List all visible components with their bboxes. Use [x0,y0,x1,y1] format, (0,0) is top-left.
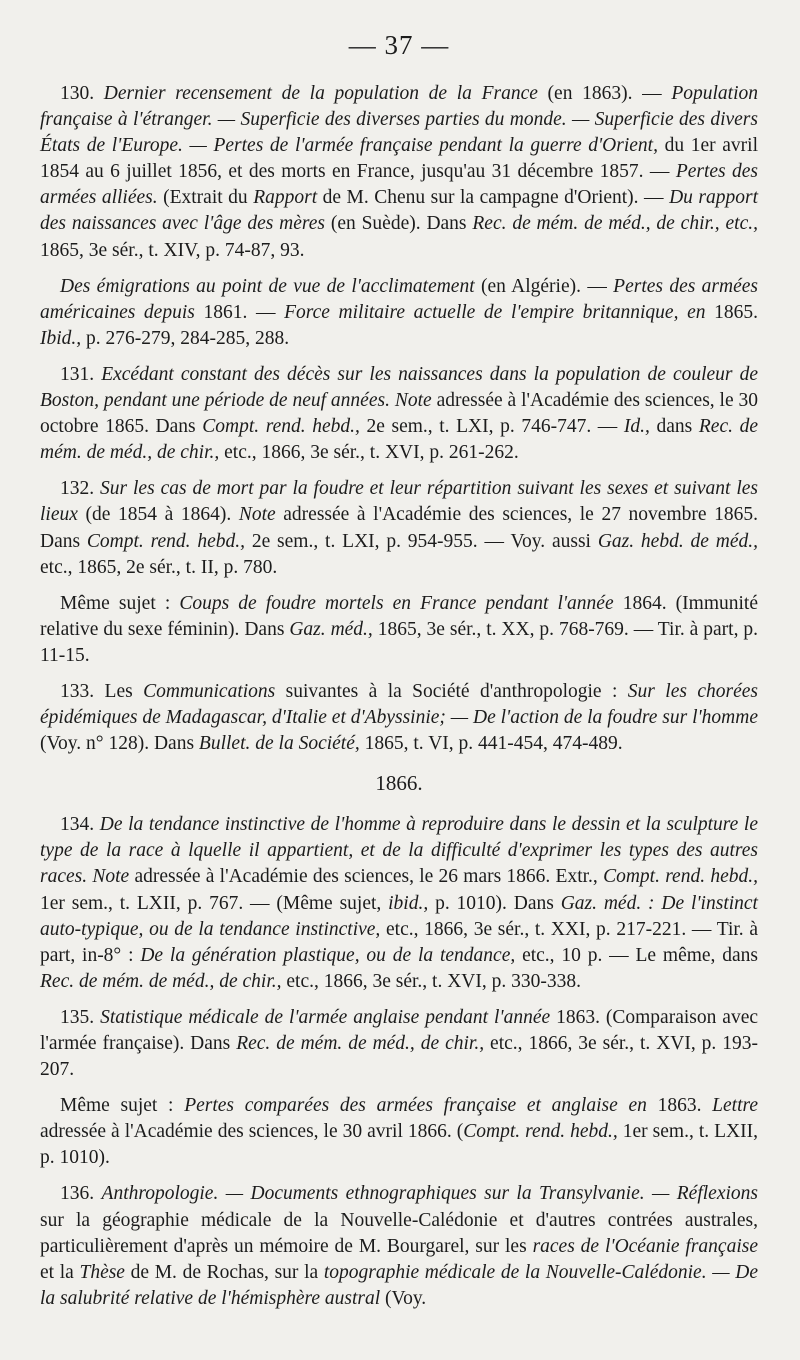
text-segment: sur la géographie médicale de la Nouvelle-Calédonie et d'autres contrées australes, particulièrement d'après un mémoire de M. Bourgarel, sur les [40,1209,758,1257]
text-segment: (Voy. [380,1287,427,1309]
italic-segment: Compt. rend. hebd., [603,866,758,888]
italic-segment: Bullet. de la Société, [198,733,360,755]
text-segment: etc., 1866, 3e sér., t. XVI, p. 261-262. [219,442,519,464]
text-segment: 135. [60,1006,101,1028]
text-segment: (en 1863). — [537,83,672,104]
text-segment: (de 1854 à 1864). [77,504,239,526]
entry-135-continued [40,1093,758,1171]
bibliography-entries [40,81,758,757]
text-segment: 131. [60,363,102,385]
italic-segment: Sur les chorées épidémiques de Madagascar, d'Italie et d'Abyssinie; — De l'action de la foudre sur l'homme [40,680,758,729]
italic-segment: Compt. rend. hebd., [202,416,360,438]
text-segment: p. 276-279, 284-285, 288. [81,327,290,349]
entry-134 [40,812,758,995]
italic-segment: Compt. rend. hebd., [463,1121,618,1143]
text-segment: etc., 1865, 2e sér., t. II, p. 780. [40,556,278,578]
text-segment: 1863. (Comparaison avec l'armée française). Dans [40,1006,758,1054]
text-segment: adressée à l'Académie des sciences, le 30 avril 1866. ( [40,1121,464,1143]
text-segment: etc., 1866, 3e sér., t. XVI, p. 330-338. [281,970,581,992]
text-segment: suivantes à la Société d'anthropologie : [275,680,628,702]
italic-segment: Note [394,390,432,412]
text-segment: de M. de Rochas, sur la [124,1261,324,1283]
entry-132 [40,476,758,580]
text-segment: etc., 1866, 3e sér., t. XVI, p. 193-207. [40,1033,758,1081]
italic-segment: Note [92,866,130,888]
italic-segment: Gaz. méd. : De l'instinct auto-typique, ou de la tendance instinctive, [40,892,758,940]
italic-segment: topographie médicale de la Nouvelle-Calédonie. — De la salubrité relative de l'hémisphère austral [40,1261,758,1309]
year-heading: 1866. [375,771,423,796]
text-segment: 134. [60,814,100,836]
italic-segment: Thèse [79,1261,125,1283]
italic-segment: Rec. de mém. de méd., de chir., etc., [472,213,758,235]
italic-segment: Excédant constant des décès sur les naissances dans la population de couleur de Boston, pendant une période de neuf années. [40,363,759,412]
text-segment: Même sujet : [60,1095,185,1117]
italic-segment: De la tendance instinctive de l'homme à reproduire dans le dessin et la sculpture le type de la race à lquelle il appartient, et de la difficulté d'exprimer les types des autres races. [40,814,759,888]
italic-segment: Ibid., [40,327,82,349]
text-segment: 1er sem., t. LXII, p. 1010). [40,1121,758,1169]
entry-135 [40,1005,758,1083]
text-segment: 130. [60,83,104,104]
text-segment: etc., 1866, 3e sér., t. XXI, p. 217-221. — Tir. à part, in-8° : [40,918,759,966]
italic-segment: Rec. de mém. de méd., de chir., [236,1033,485,1054]
text-segment: du 1er avril 1854 au 6 juillet 1856, et des morts en France, jusqu'au 31 décembre 1857. — [40,135,758,183]
text-segment: Même sujet : [60,592,180,614]
text-segment: p. 1010). Dans [428,892,561,914]
italic-segment: races de l'Océanie française [532,1235,758,1257]
italic-segment: Lettre [712,1095,759,1117]
entry-131 [40,362,758,466]
italic-segment: Compt. rend. hebd., [86,530,245,552]
text-segment: 133. Les [60,680,144,702]
text-segment: (en Suède). Dans [325,213,473,235]
entry-130 [40,81,758,264]
text-segment: dans [649,416,699,438]
italic-segment: Note [238,504,276,526]
text-segment: (Voy. n° 128). Dans [40,733,199,755]
text-segment: 136. [60,1183,102,1205]
text-segment: 132. [60,478,101,500]
entry-132-continued [40,591,758,669]
italic-segment: Gaz. méd., [289,618,373,640]
text-segment: 1865, 3e sér., t. XX, p. 768-769. — Tir. à part, p. 11-15. [40,618,758,666]
text-segment: de M. Chenu sur la campagne d'Orient). — [317,187,670,209]
page-number: — 37 — [348,30,450,60]
italic-segment: Statistique médicale de l'armée anglaise pendant l'année [100,1006,551,1028]
italic-segment: Id., [623,416,650,438]
text-segment: 1864. (Immunité relative du sexe féminin). Dans [40,592,758,640]
italic-segment: Pertes comparées des armées française et anglaise en [184,1095,647,1117]
text-segment: 1865, 3e sér., t. XIV, p. 74-87, 93. [40,239,305,261]
bibliography-entries-1866 [40,812,758,1312]
text-segment: adressée à l'Académie des sciences, le 27 novembre 1865. Dans [40,504,758,552]
text-segment: 1er sem., t. LXII, p. 767. — (Même sujet, [40,892,389,914]
text-segment: adressée à l'Académie des sciences, le 30 octobre 1865. Dans [40,390,759,438]
italic-segment: Communications [143,680,276,702]
italic-segment: Rapport [253,187,318,209]
italic-segment: Dernier recensement de la population de la France [103,83,538,104]
italic-segment: ibid., [388,892,429,914]
text-segment: 1865. [705,301,758,323]
text-segment: 1863. [646,1095,713,1117]
italic-segment: Du rapport des naissances avec l'âge des mères [40,187,758,235]
text-segment: et la [40,1261,80,1283]
italic-segment: Pertes des armées alliées. [40,161,758,209]
text-segment: 1861. — [194,301,285,323]
italic-segment: Population française à l'étranger. — Superficie des diverses parties du monde. — Superficie des divers États de l'Europe. — Pertes de l'armée française pendant la guerre d'Orient, [40,83,758,157]
italic-segment: Gaz. hebd. de méd., [597,530,759,552]
italic-segment: Force militaire actuelle de l'empire britannique, en [284,301,706,323]
italic-segment: Coups de foudre mortels en France pendant l'année [179,592,614,614]
text-segment: (Extrait du [157,187,254,209]
entry-136 [40,1181,758,1311]
text-segment: etc., 10 p. — Le même, dans [515,944,759,966]
entry-130-continued [40,274,758,352]
text-segment: 2e sem., t. LXI, p. 746-747. — [359,416,624,438]
italic-segment: Sur les cas de mort par la foudre et leur répartition suivant les sexes et suivant les lieux [40,478,758,526]
text-segment: (en Algérie). — [474,275,614,297]
italic-segment: Rec. de mém. de méd., de chir., [40,970,282,992]
italic-segment: Pertes des armées américaines depuis [40,275,758,323]
italic-segment: Des émigrations au point de vue de l'acclimatement [60,275,475,297]
text-segment: 2e sem., t. LXI, p. 954-955. — Voy. aussi [245,530,598,552]
text-segment: adressée à l'Académie des sciences, le 26 mars 1866. Extr., [129,866,604,888]
text-segment: 1865, t. VI, p. 441-454, 474-489. [359,733,623,755]
italic-segment: Anthropologie. — Documents ethnographiques sur la Transylvanie. — Réflexions [101,1183,758,1205]
entry-133 [40,679,758,757]
italic-segment: De la génération plastique, ou de la tendance, [140,944,516,966]
italic-segment: Rec. de mém. de méd., de chir., [40,416,758,464]
